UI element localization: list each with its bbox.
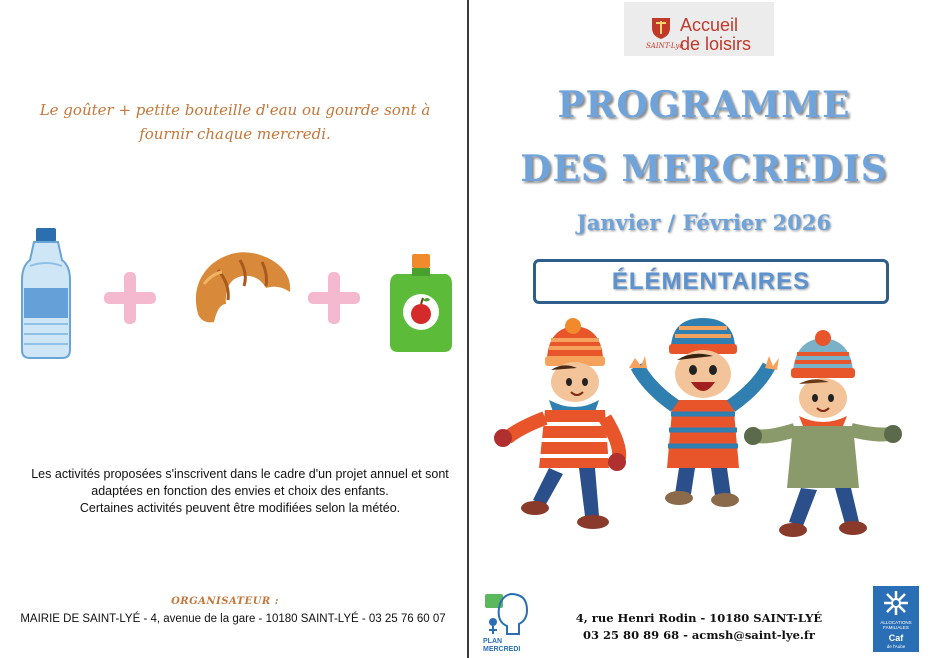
logo-town: SAINT-Lyé [646, 42, 684, 50]
kid-left [494, 318, 626, 529]
right-page [469, 0, 939, 658]
level-label: ÉLÉMENTAIRES [611, 267, 811, 295]
title-line-2: DES MERCREDIS [520, 148, 888, 190]
logo-text [680, 16, 751, 54]
snowflake-icon [882, 589, 910, 617]
left-page [0, 0, 466, 658]
snack-note-line-1: Le goûter + petite bouteille d'eau ou gourde sont à [39, 101, 431, 119]
plan-line-2: MERCREDI [483, 646, 521, 653]
activities-description [20, 466, 460, 517]
snack-note-line-2: fournir chaque mercredi. [139, 125, 331, 143]
snack-note [30, 98, 440, 146]
phone-email-line: 03 25 80 89 68 - acmsh@saint-lye.fr [583, 628, 815, 642]
winter-kids-illustration [489, 318, 919, 550]
description-line-3: Certaines activités peuvent être modifiées selon la météo. [79, 501, 401, 515]
caf-name: Caf [888, 633, 904, 643]
fruit-pouch-icon [386, 252, 456, 356]
address-line: 4, rue Henri Rodin - 10180 SAINT-LYÉ [575, 611, 823, 625]
plan-line-1: PLAN [483, 638, 503, 645]
description-line-2: adaptées en fonction des envies et choix des enfants. [91, 484, 389, 498]
description-line-1: Les activités proposées s'inscrivent dans le cadre d'un projet annuel et sont [31, 467, 449, 481]
caf-region: de l'Aube [886, 644, 906, 649]
plus-icon [308, 272, 360, 324]
accueil-loisirs-logo [624, 2, 774, 56]
contact-info [549, 610, 849, 644]
caf-label [873, 620, 919, 630]
caf-logo [873, 586, 919, 652]
title-line-1: PROGRAMME [557, 84, 851, 126]
plus-icon [104, 272, 156, 324]
caf-line-2: FAMILIALES [883, 625, 909, 630]
program-dates: Janvier / Février 2026 [576, 210, 832, 235]
logo-line-2: de loisirs [680, 34, 752, 54]
organizer-text: MAIRIE DE SAINT-LYÉ - 4, avenue de la gare - 10180 SAINT-LYÉ - 03 25 76 60 07 [20, 613, 446, 625]
plan-mercredi-text [483, 638, 533, 654]
level-box [533, 259, 889, 304]
croissant-icon [188, 244, 296, 328]
plan-mercredi-logo [483, 588, 533, 654]
snack-items [10, 222, 460, 362]
logo-line-1: Accueil [680, 15, 739, 35]
plan-mercredi-icon [483, 588, 533, 636]
water-bottle-icon [16, 226, 76, 360]
kid-middle [629, 318, 779, 507]
caf-line-1: ALLOCATIONS [880, 620, 912, 625]
saint-lye-crest-icon [650, 16, 672, 40]
organizer-label: ORGANISATEUR : [171, 596, 279, 607]
